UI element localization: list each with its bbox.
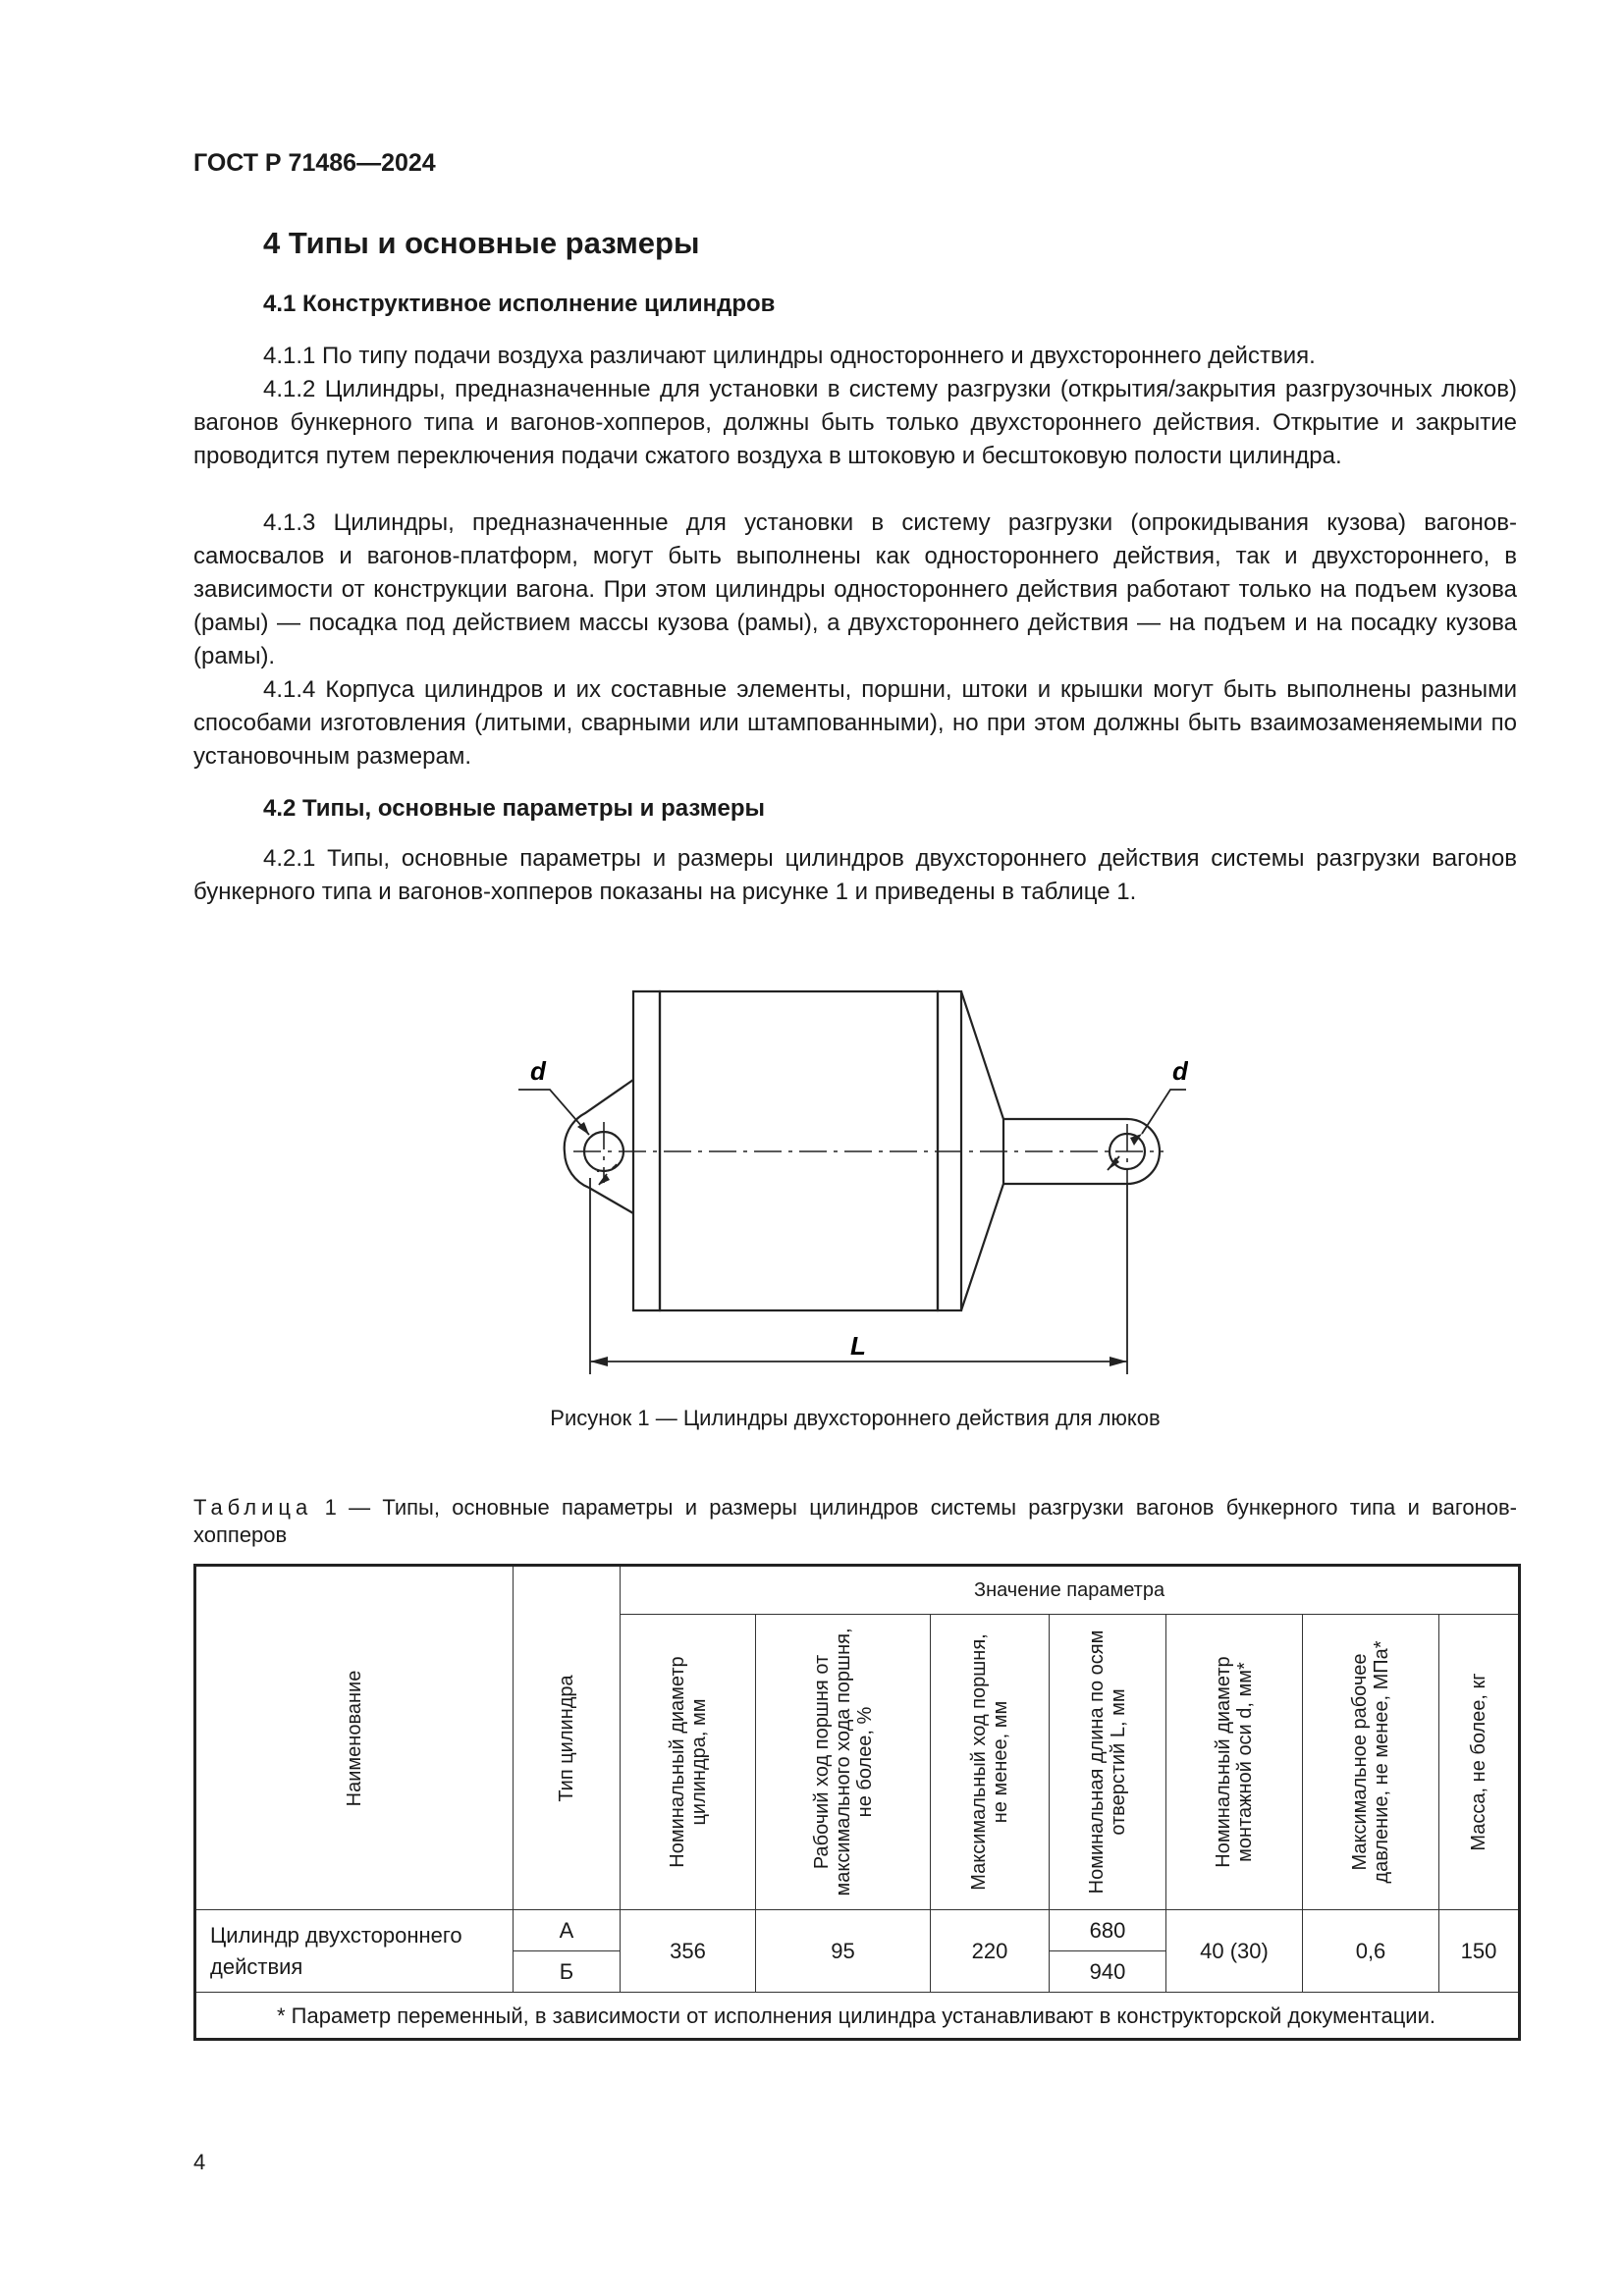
paragraph-4-1-3: 4.1.3 Цилиндры, предназначенные для установки в систему разгрузки (опрокидывания кузова) вагонов-самосвалов и вагонов-платформ, могут быть выполнены как одностороннего действия, так и двухстороннего, в зависимости от конструкции вагона. При этом цилиндры одностороннего действия работают только на подъем кузова (рамы) — посадка под действием массы кузова (рамы), а двухстороннего действия — на подъем и на посадку кузова (рамы). <box>193 509 1517 669</box>
cell-mass: 150 <box>1439 1910 1520 1993</box>
label-d-left: d <box>530 1056 546 1086</box>
parameters-table <box>193 1564 1521 2041</box>
header-type: Тип цилиндра <box>514 1566 621 1910</box>
header-diameter: Номинальный диаметр цилиндра, мм <box>621 1615 756 1910</box>
paragraph-4-1-2: 4.1.2 Цилиндры, предназначенные для установки в систему разгрузки (открытия/закрытия разгрузочных люков) вагонов бункерного типа и вагонов-хопперов, должны быть только двухстороннего действия. Открытие и закрытие проводится путем переключения подачи сжатого воздуха в штоковую и бесштоковую полости цилиндра. <box>193 376 1517 469</box>
section-title: 4 Типы и основные размеры <box>263 226 700 260</box>
table-caption <box>193 1494 1517 1549</box>
label-d-right: d <box>1172 1056 1188 1086</box>
row-name: Цилиндр двухстороннего действия <box>195 1910 514 1993</box>
label-length: L <box>850 1331 866 1361</box>
table-caption-word: Таблица <box>193 1495 313 1520</box>
header-pressure: Максимальное рабочее давление, не менее, МПа* <box>1303 1615 1439 1910</box>
cell-pressure: 0,6 <box>1303 1910 1439 1993</box>
cell-type-b: Б <box>514 1951 621 1993</box>
header-length: Номинальная длина по осям отверстий L, мм <box>1050 1615 1166 1910</box>
cell-max-stroke: 220 <box>931 1910 1050 1993</box>
cell-stroke: 95 <box>756 1910 931 1993</box>
header-axis-diameter: Номинальный диаметр монтажной оси d, мм* <box>1166 1615 1303 1910</box>
header-stroke: Рабочий ход поршня от максимального хода поршня, не более, % <box>756 1615 931 1910</box>
subsection-title-4-1: 4.1 Конструктивное исполнение цилиндров <box>263 291 776 317</box>
cell-diameter: 356 <box>621 1910 756 1993</box>
header-name: Наименование <box>195 1566 514 1910</box>
header-max-stroke: Максимальный ход поршня, не менее, мм <box>931 1615 1050 1910</box>
table-footnote: * Параметр переменный, в зависимости от исполнения цилиндра устанавливают в конструкторской документации. <box>195 1993 1520 2040</box>
table-caption-text: 1 — Типы, основные параметры и размеры цилиндров системы разгрузки вагонов бункерного типа и вагонов-хопперов <box>193 1495 1517 1547</box>
cylinder-drawing <box>501 987 1188 1379</box>
page-number: 4 <box>193 2150 206 2174</box>
cell-length-b: 940 <box>1050 1951 1166 1993</box>
cell-length-a: 680 <box>1050 1910 1166 1951</box>
header-mass: Масса, не более, кг <box>1439 1615 1520 1910</box>
document-header: ГОСТ Р 71486—2024 <box>193 149 436 177</box>
figure-caption: Рисунок 1 — Цилиндры двухстороннего действия для люков <box>550 1406 1161 1430</box>
paragraph-4-1-1: 4.1.1 По типу подачи воздуха различают цилиндры одностороннего и двухстороннего действия. <box>263 343 1316 369</box>
cell-axis-diameter: 40 (30) <box>1166 1910 1303 1993</box>
paragraph-4-1-4: 4.1.4 Корпуса цилиндров и их составные элементы, поршни, штоки и крышки могут быть выполнены разными способами изготовления (литыми, сварными или штампованными), но при этом должны быть взаимозаменяемыми по установочным размерам. <box>193 676 1517 770</box>
paragraph-4-2-1: 4.2.1 Типы, основные параметры и размеры цилиндров двухстороннего действия системы разгрузки вагонов бункерного типа и вагонов-хопперов показаны на рисунке 1 и приведены в таблице 1. <box>193 845 1517 905</box>
cell-type-a: А <box>514 1910 621 1951</box>
subsection-title-4-2: 4.2 Типы, основные параметры и размеры <box>263 795 765 822</box>
header-group: Значение параметра <box>621 1566 1520 1615</box>
